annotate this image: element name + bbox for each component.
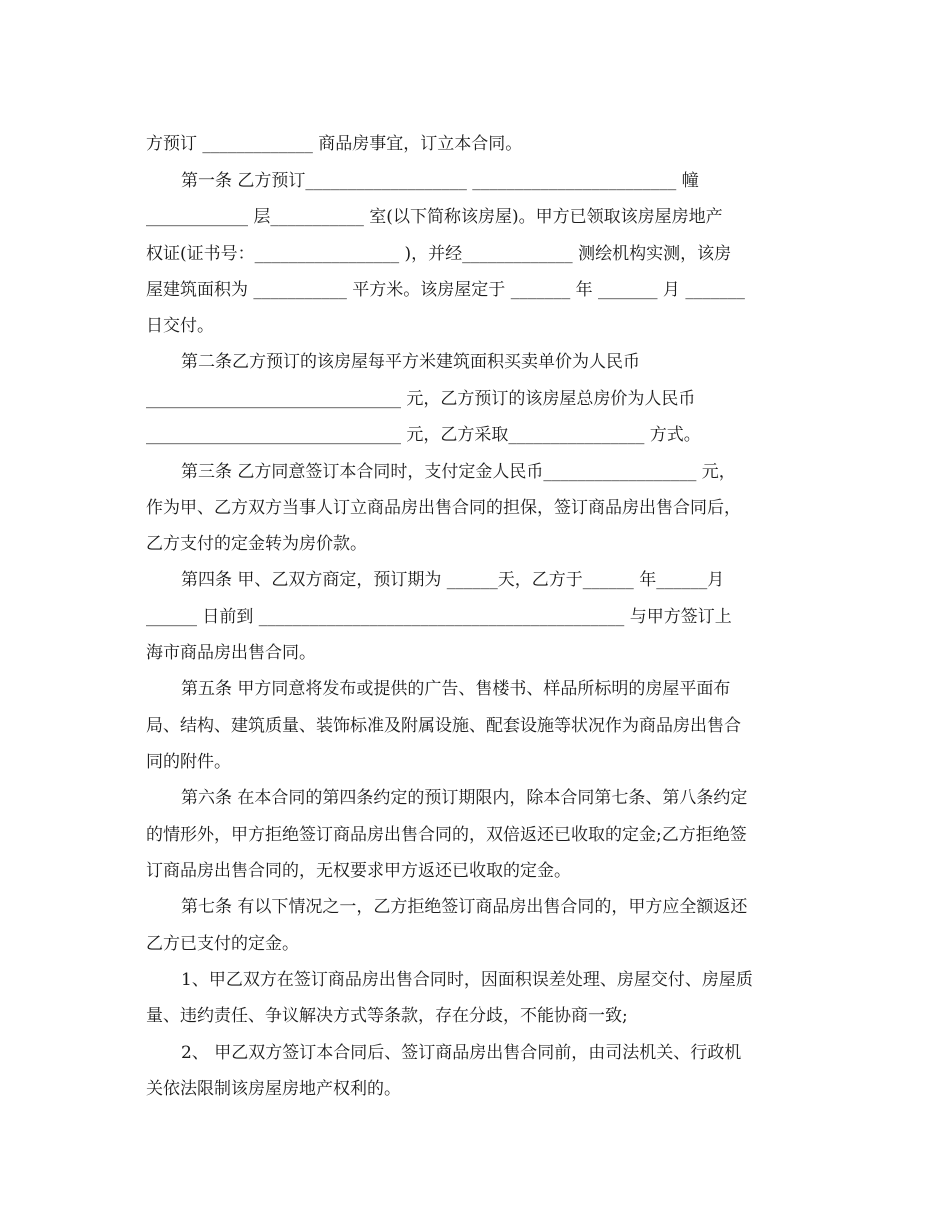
text-line: 海市商品房出售合同。 [146,643,316,663]
text-line: 第五条 甲方同意将发布或提供的广告、售楼书、样品所标明的房屋平面布 [181,679,731,699]
text-line: 第二条乙方预订的该房屋每平方米建筑面积买卖单价为人民币 [181,352,640,372]
text-line: ______ 日前到 ___________________________________________ 与甲方签订上 [146,607,732,627]
text-line: 订商品房出售合同的，无权要求甲方返还已收取的定金。 [146,861,571,881]
text-line: 1、甲乙双方在签订商品房出售合同时，因面积误差处理、房屋交付、房屋质 [181,970,753,990]
text-line: 作为甲、乙方双方当事人订立商品房出售合同的担保，签订商品房出售合同后， [146,498,741,518]
text-line: 乙方已支付的定金。 [146,934,299,954]
text-line: 关依法限制该房屋房地产权利的。 [146,1079,401,1099]
text-line: ______________________________ 元，乙方预订的该房屋总房价为人民币 [146,389,696,409]
text-line: 屋建筑面积为 ___________ 平方米。该房屋定于 _______ 年 _______ 月 _______ [146,280,745,300]
text-line: 量、违约责任、争议解决方式等条款，存在分歧，不能协商一致; [146,1006,628,1026]
text-line: 第四条 甲、乙双方商定，预订期为 ______天，乙方于______ 年______月 [181,570,725,590]
text-line: ______________________________ 元，乙方采取________________ 方式。 [146,425,701,445]
text-line: 权证(证书号：_________________ )，并经_____________ 测绘机构实测，该房 [146,244,732,264]
text-line: 日交付。 [146,316,214,336]
text-line: 第七条 有以下情况之一，乙方拒绝签订商品房出售合同的，甲方应全额返还 [181,897,748,917]
text-line: 第三条 乙方同意签订本合同时，支付定金人民币__________________ 元， [181,462,736,482]
text-line: 局、结构、建筑质量、装饰标准及附属设施、配套设施等状况作为商品房出售合 [146,716,741,736]
text-line: 乙方支付的定金转为房价款。 [146,534,367,554]
text-line: 方预订 _____________ 商品房事宜，订立本合同。 [146,134,523,154]
text-line: 第一条 乙方预订___________________ ________________________ 幢 [181,171,699,191]
text-line: 2、 甲乙双方签订本合同后、签订商品房出售合同前，由司法机关、行政机 [181,1043,742,1063]
text-line: 第六条 在本合同的第四条约定的预订期限内，除本合同第七条、第八条约定 [181,788,748,808]
text-line: 同的附件。 [146,752,231,772]
text-line: 的情形外，甲方拒绝签订商品房出售合同的，双倍返还已收取的定金;乙方拒绝签 [146,825,747,845]
text-line: ____________ 层___________ 室(以下简称该房屋)。甲方已领取该房屋房地产 [146,207,723,227]
